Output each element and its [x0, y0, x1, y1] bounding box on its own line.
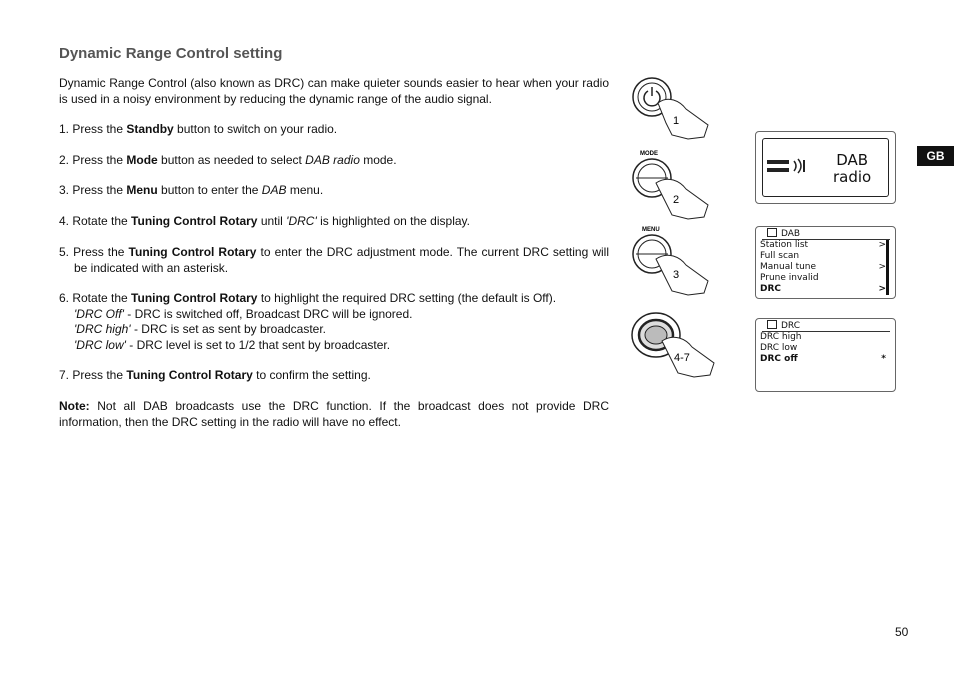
step-1-label: 1 [673, 115, 680, 127]
hand-icon [658, 99, 708, 139]
menu-icon [767, 228, 777, 237]
lcd-header: DAB [762, 228, 890, 240]
step-2-label: 2 [673, 194, 680, 206]
lcd-menu-item-selected: DRC off * [760, 354, 886, 364]
note-paragraph: Note: Not all DAB broadcasts use the DRC function. If the broadcast does not provide DRC information, then the DRC setting in the radio will have no effect. [59, 399, 609, 429]
menu-label: MENU [642, 227, 660, 233]
step-4-7-label: 4-7 [674, 352, 690, 364]
menu-button-graphic [633, 227, 708, 295]
lcd-menu-item: Station list > [760, 240, 886, 250]
lcd-drc-menu [755, 318, 896, 392]
lcd-dab-menu [755, 226, 896, 299]
lcd-menu-item: Full scan [760, 251, 800, 261]
step-6: 6. Rotate the Tuning Control Rotary to highlight the required DRC setting (the default is Off). 'DRC Off' - DRC is switched off, Broadcast DRC will be ignored. 'DRC high' - DRC is set as sent by broadcaster. 'DRC low' - DRC level is set to 1/2 that sent by broadcaster. [59, 291, 557, 352]
step-3-label: 3 [673, 269, 680, 281]
step-1: 1. Press the Standby button to switch on your radio. [59, 122, 338, 136]
step-3: 3. Press the Menu button to enter the DAB menu. [59, 183, 324, 197]
standby-button-graphic [633, 78, 708, 139]
lcd-menu-item: Prune invalid [760, 273, 819, 283]
lcd-big-text: DAB radio [833, 151, 872, 186]
lcd-menu-item: Manual tune > [760, 262, 886, 272]
menu-icon [767, 320, 777, 329]
page-title: Dynamic Range Control setting [59, 45, 283, 62]
hand-icon [656, 255, 708, 295]
controls-illustration [628, 75, 722, 395]
lcd-menu-item-selected: DRC > [760, 284, 886, 294]
step-7: 7. Press the Tuning Control Rotary to confirm the setting. [59, 368, 371, 382]
signal-icon [767, 158, 807, 176]
language-tab: GB [917, 146, 954, 166]
mode-button-graphic [633, 151, 708, 219]
hand-icon [656, 179, 708, 219]
lcd-menu-item: DRC high [760, 332, 802, 342]
tuning-rotary-graphic [632, 313, 714, 377]
lcd-dab-radio [755, 131, 896, 204]
lcd-menu-item: DRC low [760, 343, 798, 353]
lcd-scrollbar [886, 240, 889, 295]
intro-paragraph: Dynamic Range Control (also known as DRC) can make quieter sounds easier to hear when your radio is used in a noisy environment by reducing the dynamic range of the audio signal. [59, 76, 609, 106]
lcd-header: DRC [762, 320, 890, 332]
step-2: 2. Press the Mode button as needed to select DAB radio mode. [59, 153, 397, 167]
step-4: 4. Rotate the Tuning Control Rotary until 'DRC' is highlighted on the display. [59, 214, 470, 228]
mode-label: MODE [640, 151, 658, 157]
page-number: 50 [895, 625, 909, 639]
step-5: 5. Press the Tuning Control Rotary to enter the DRC adjustment mode. The current DRC setting will be indicated with an asterisk. [59, 245, 609, 275]
